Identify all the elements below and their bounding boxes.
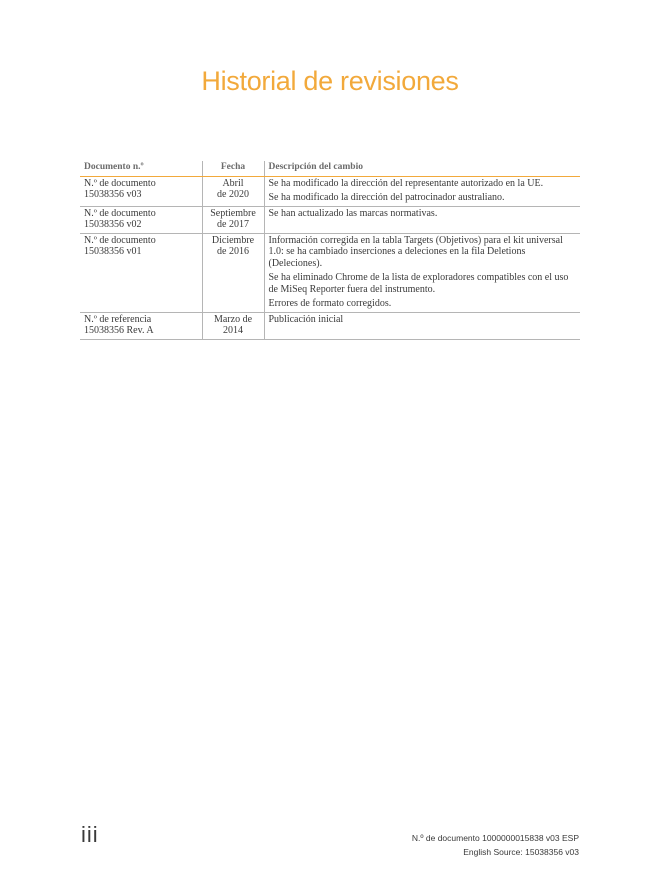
document-cell	[80, 312, 202, 339]
column-header-description: Descripción del cambio	[264, 161, 580, 176]
change-description: Se ha modificado la dirección del patrocinador australiano.	[268, 192, 505, 203]
document-label: N.º de documento	[84, 207, 156, 219]
date-cell	[202, 233, 264, 312]
date-cell	[202, 312, 264, 339]
description-cell	[264, 312, 580, 339]
footer-english-source: English Source: 15038356 v03	[463, 847, 579, 857]
change-description: Se ha eliminado Chrome de la lista de exploradores compatibles con el uso de MiSeq Reporter fuera del instrumento.	[268, 272, 569, 295]
date-year: de 2020	[217, 189, 249, 200]
document-label: N.º de documento	[84, 234, 156, 246]
table-row	[80, 312, 580, 339]
change-description: Se ha modificado la dirección del representante autorizado en la UE.	[268, 177, 544, 189]
date-year: de 2017	[217, 219, 249, 230]
table-row	[80, 206, 580, 233]
date-cell	[202, 176, 264, 206]
revision-history-table	[80, 161, 580, 340]
change-description: Información corregida en la tabla Targets (Objetivos) para el kit universal 1.0: se ha cambiado inserciones a deleciones en la fila Deletions (Deleciones).	[268, 234, 563, 269]
column-header-document: Documento n.º	[80, 161, 202, 176]
description-cell	[264, 206, 580, 233]
date-month: Abril	[222, 177, 244, 189]
date-month: Diciembre	[211, 234, 255, 246]
date-cell	[202, 206, 264, 233]
change-description: Publicación inicial	[268, 313, 344, 325]
footer-doc-number: N.º de documento 1000000015838 v03 ESP	[411, 833, 579, 843]
table-row	[80, 233, 580, 312]
document-label: N.º de referencia	[84, 313, 152, 325]
column-header-date: Fecha	[202, 161, 264, 176]
footer-document-info	[412, 831, 579, 859]
document-cell	[80, 176, 202, 206]
table-row	[80, 176, 580, 206]
document-label: N.º de documento	[84, 177, 156, 189]
document-cell	[80, 233, 202, 312]
description-cell	[264, 233, 580, 312]
page-number: iii	[81, 822, 99, 847]
date-year: 2014	[223, 325, 243, 336]
document-number: 15038356 Rev. A	[84, 325, 154, 336]
document-number: 15038356 v02	[84, 219, 142, 230]
page-title: Historial de revisiones	[201, 66, 459, 96]
change-description: Errores de formato corregidos.	[268, 298, 392, 309]
document-number: 15038356 v03	[84, 189, 142, 200]
change-description: Se han actualizado las marcas normativas.	[268, 207, 438, 219]
date-month: Septiembre	[210, 207, 256, 219]
table-header-row	[80, 161, 580, 176]
document-cell	[80, 206, 202, 233]
document-number: 15038356 v01	[84, 246, 142, 257]
description-cell	[264, 176, 580, 206]
date-month: Marzo de	[213, 313, 253, 325]
date-year: de 2016	[217, 246, 249, 257]
